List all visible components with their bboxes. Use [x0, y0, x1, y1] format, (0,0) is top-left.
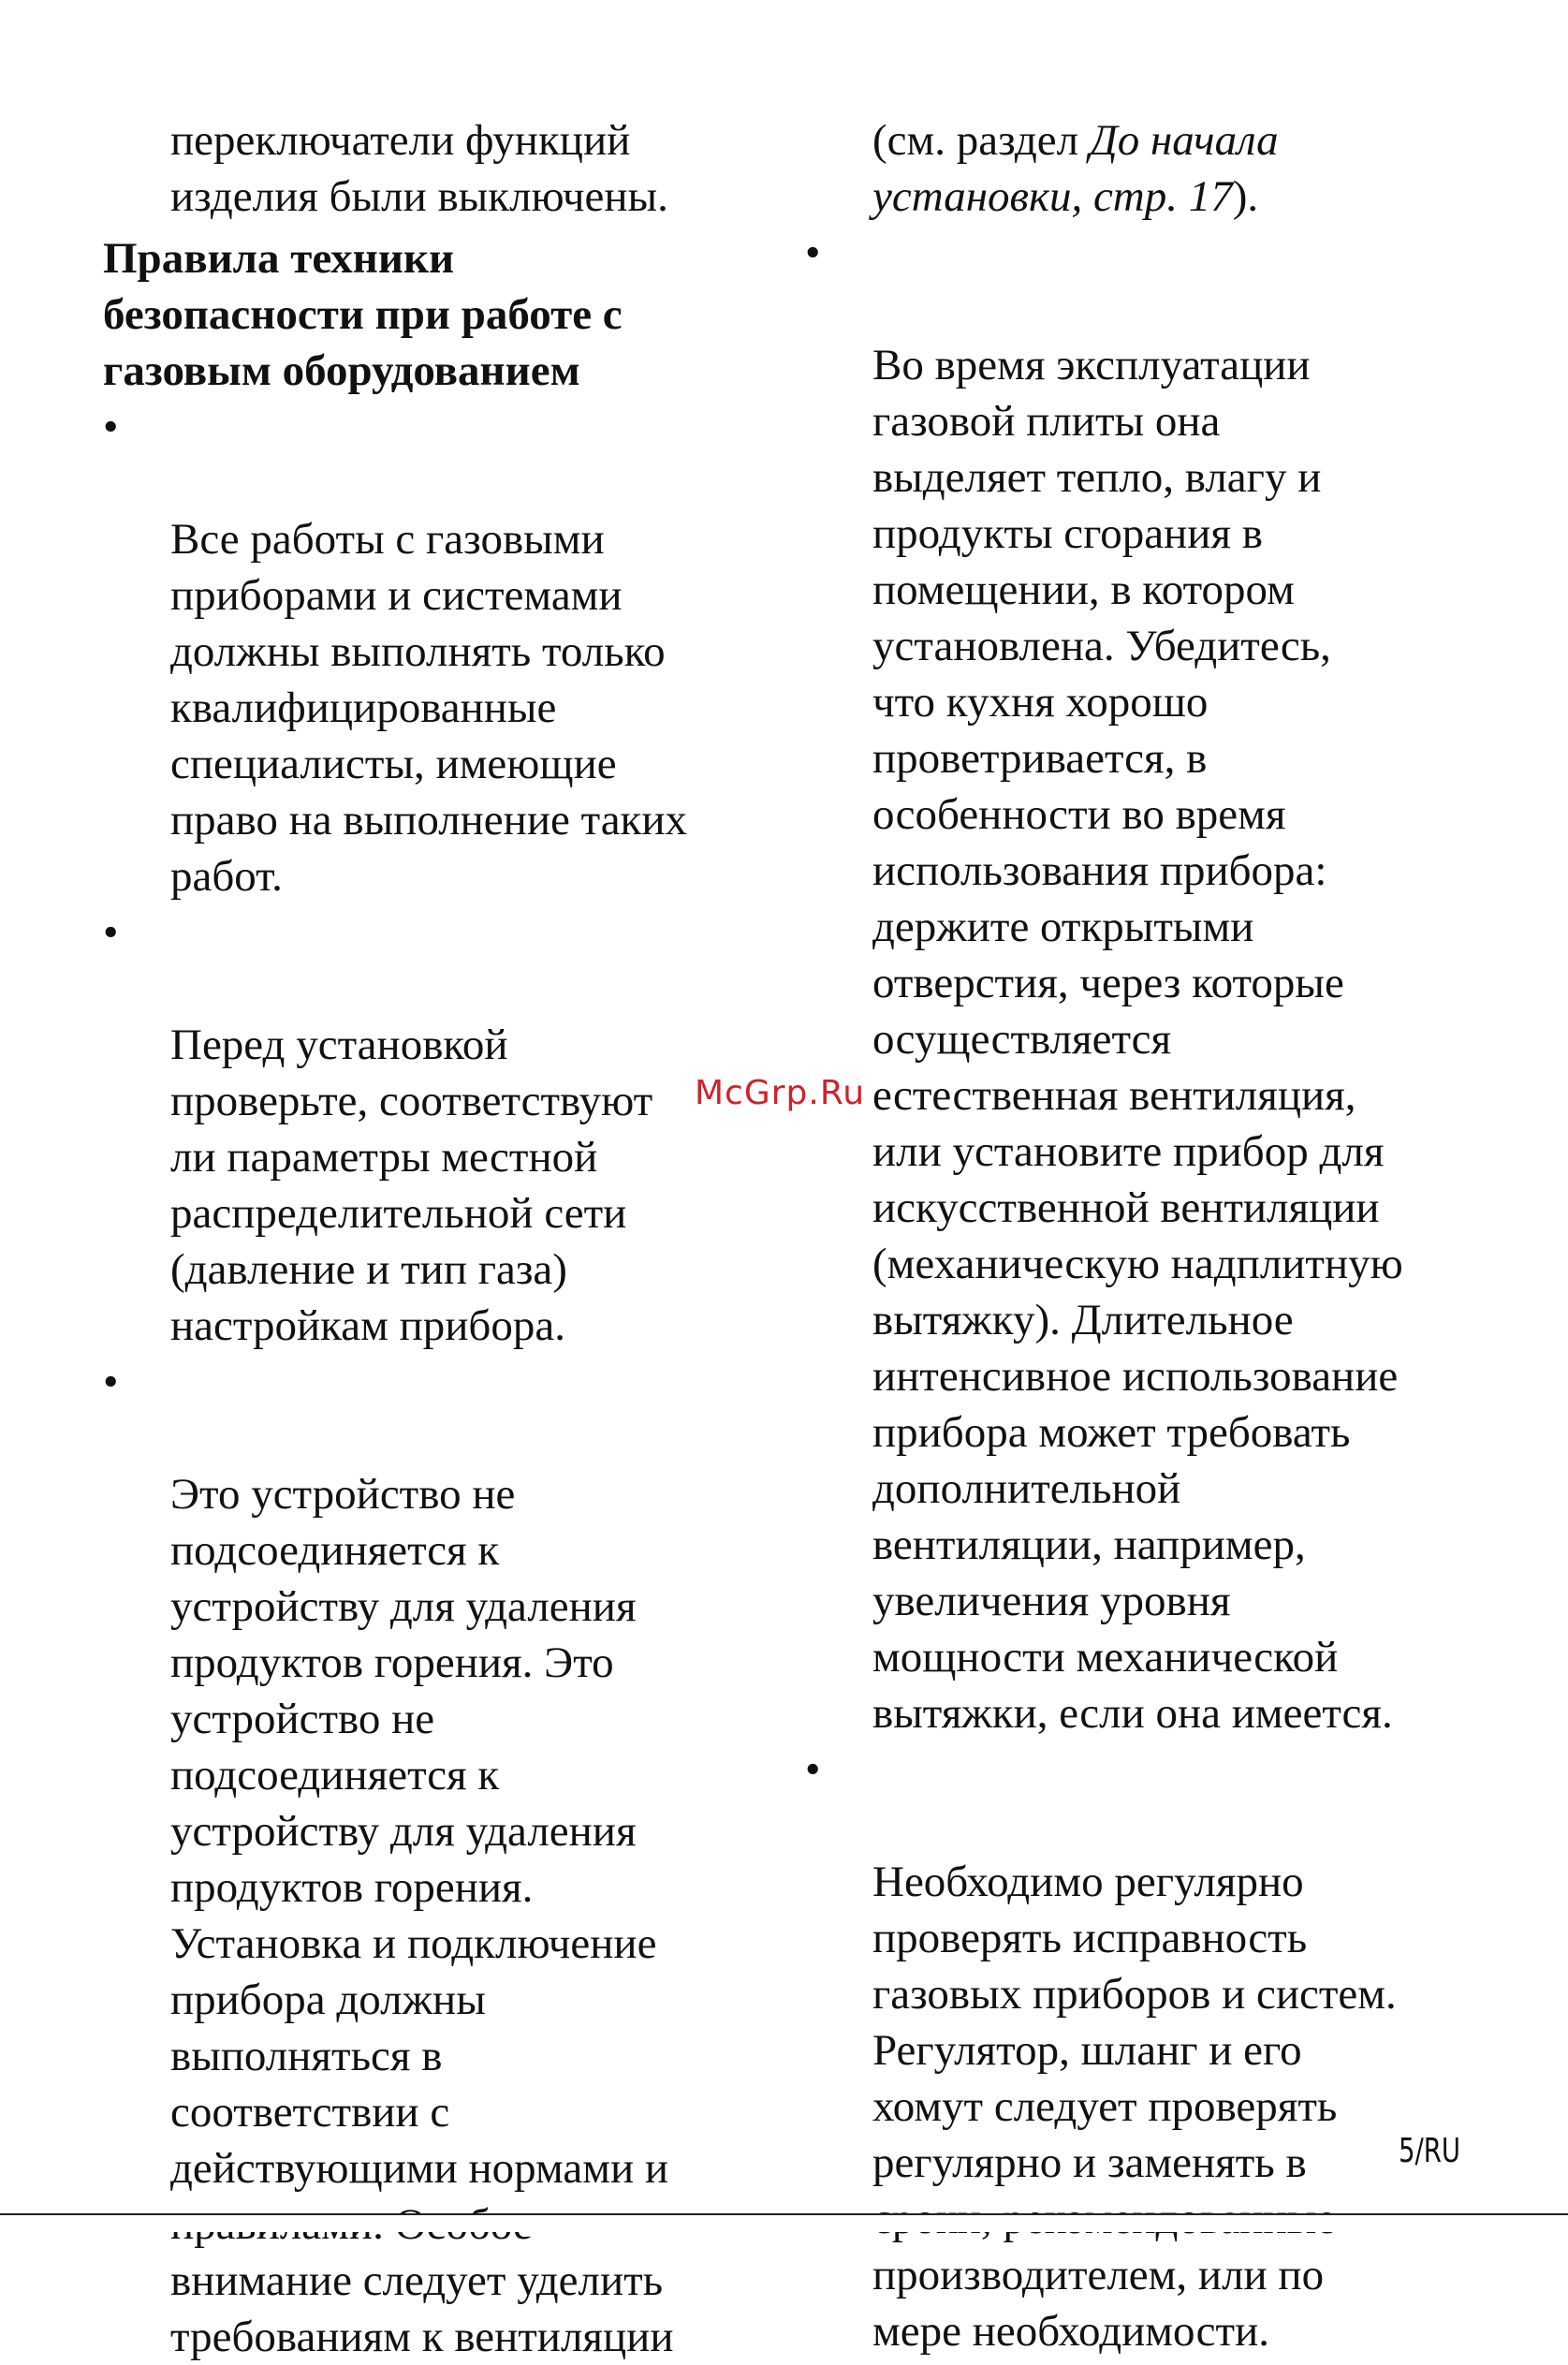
continuation-suffix: ).	[1232, 172, 1259, 221]
page-number: 5/RU	[1399, 2132, 1461, 2170]
bullet-marker: •	[103, 1358, 119, 1406]
bullet-marker: •	[805, 1745, 821, 1794]
watermark: McGrp.Ru	[695, 1074, 866, 1112]
bullet-marker: •	[103, 908, 119, 957]
bottom-rule	[0, 2213, 1568, 2232]
list-item-text: Перед установкой проверьте, соответствуют ли параметры местной распределительной сети (давление и тип газа) настройкам прибора.	[170, 1021, 653, 1350]
list-item	[103, 904, 777, 1354]
list-item	[805, 1741, 1479, 2359]
bullet-marker: •	[103, 403, 119, 451]
left-continuation-text: переключатели функций изделия были выключены.	[170, 116, 668, 221]
section-heading: Правила техники безопасности при работе с газовым оборудованием	[103, 234, 623, 395]
cross-reference-link: До начала установки, стр. 17	[872, 116, 1279, 221]
right-column	[805, 112, 1479, 2359]
left-column	[103, 112, 777, 2365]
right-continuation-text	[805, 112, 1479, 225]
list-item-text: Необходимо регулярно проверять исправность газовых приборов и систем. Регулятор, шланг и его хомут следует проверять регулярно и заменять в производителем, или по мере необходимости.	[872, 1858, 1397, 2356]
bullet-marker: •	[805, 228, 821, 277]
list-item	[103, 399, 777, 904]
continuation-prefix: (см. раздел	[872, 116, 1090, 165]
list-item-text: Все работы с газовыми приборами и системами должны выполнять только квалифицированные специалисты, имеющие право на выполнение таких работ.	[170, 515, 688, 901]
list-item-text: Во время эксплуатации газовой плиты она выделяет тепло, влагу и продукты сгорания в помещении, в котором установлена. Убедитесь, что кухня хорошо проветривается, в особенности во время использования прибора: держите открытыми отверстия, через которые осуществляется естественная вентиляция, или установите прибор для искусственной вентиляции (механическую надплитную вытяжку). Длительное интенсивное использование прибора может требовать дополнительной вентиляции, например, увеличения уровня мощности механической вытяжки, если она имеется.	[872, 341, 1403, 1738]
list-item-text: Это устройство не подсоединяется к устройству для удаления продуктов горения. Это устройство не подсоединяется к устройству для удаления продуктов горения. Установка и подключение прибора должны выполняться в соответствии с действующими нормами и внимание следует уделить требованиям к вентиляции	[170, 1470, 674, 2361]
list-item	[805, 225, 1479, 1741]
